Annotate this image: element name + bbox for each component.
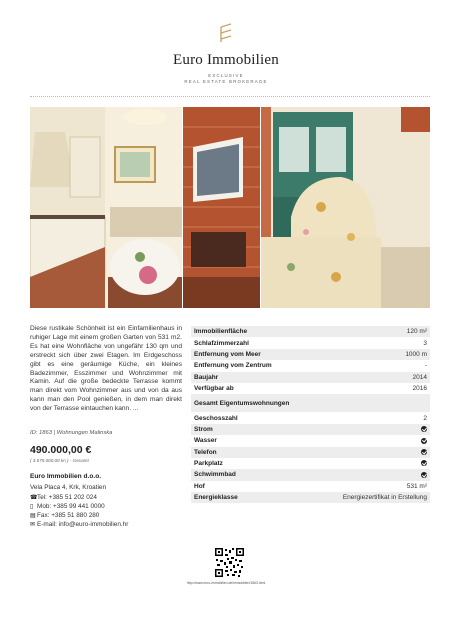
detail-row <box>191 447 430 458</box>
header-divider <box>30 96 430 97</box>
property-url[interactable]: http://www.euro-immobilien.de/immobilien/1863.html <box>186 581 266 585</box>
detail-row <box>191 383 430 394</box>
detail-value <box>311 424 430 435</box>
fax-text: Fax: +385 51 880 280 <box>37 512 100 519</box>
contact-fax[interactable] <box>30 512 99 519</box>
qr-code-icon[interactable] <box>215 548 244 577</box>
detail-label: Entfernung vom Zentrum <box>191 360 311 371</box>
detail-value <box>311 447 430 458</box>
envelope-icon: ✉ <box>30 522 36 528</box>
agency-name: Euro Immobilien d.o.o. <box>30 473 102 480</box>
detail-row <box>191 326 430 337</box>
detail-value: 120 m² <box>311 326 430 337</box>
detail-label: Baujahr <box>191 372 311 383</box>
armchair-cabinet-photo <box>261 107 430 308</box>
detail-row <box>191 469 430 480</box>
brand-tagline-1: EXCLUSIVE <box>208 73 244 78</box>
detail-row <box>191 337 430 348</box>
detail-label: Entfernung vom Meer <box>191 349 311 360</box>
detail-row <box>191 360 430 371</box>
detail-value <box>311 394 430 412</box>
detail-value: 531 m² <box>311 481 430 492</box>
property-reference: ID: 1863 | Wohnungen Malinska <box>30 430 113 436</box>
detail-value: - <box>311 360 430 371</box>
price-in-kuna: ( 3.675.000,00 kn ) - Gesamt <box>30 458 89 463</box>
detail-value <box>311 458 430 469</box>
detail-row <box>191 424 430 435</box>
contact-email[interactable] <box>30 521 128 528</box>
checkmark-icon <box>421 472 427 478</box>
detail-label: Hof <box>191 481 311 492</box>
checkmark-icon <box>421 449 427 455</box>
detail-value: 1000 m <box>311 349 430 360</box>
detail-value <box>311 435 430 446</box>
kitchen-photo <box>30 107 182 308</box>
detail-value: 2014 <box>311 372 430 383</box>
mobile-text: Mob: +385 99 441 0000 <box>37 503 105 510</box>
detail-row <box>191 492 430 503</box>
checkmark-icon <box>421 426 427 432</box>
detail-value: 3 <box>311 337 430 348</box>
email-text: E-mail: info@euro-immobilien.hr <box>37 521 129 528</box>
detail-label: Parkplatz <box>191 458 311 469</box>
property-details-table <box>191 326 430 503</box>
agency-address: Vela Placa 4, Krk, Kroatien <box>30 484 107 491</box>
phone-text: Tel: +385 51 202 024 <box>37 494 97 501</box>
detail-row <box>191 394 430 412</box>
detail-row <box>191 372 430 383</box>
detail-row <box>191 412 430 423</box>
detail-label: Geschosszahl <box>191 412 311 423</box>
mobile-icon: ▯ <box>30 504 34 510</box>
detail-label: Energieklasse <box>191 492 311 503</box>
detail-label: Gesamt Eigentumswohnungen <box>191 394 311 412</box>
detail-label: Schlafzimmerzahl <box>191 337 311 348</box>
brand-logo-icon <box>215 22 237 44</box>
checkmark-icon <box>421 460 427 466</box>
detail-row <box>191 458 430 469</box>
fireplace-wall-photo <box>183 107 260 308</box>
detail-label: Strom <box>191 424 311 435</box>
brand-tagline-2: REAL ESTATE BROKERAGE <box>184 79 268 84</box>
detail-value: 2 <box>311 412 430 423</box>
fax-icon: ▤ <box>30 513 36 519</box>
checkmark-icon <box>421 438 427 444</box>
detail-label: Immobilienfläche <box>191 326 311 337</box>
detail-value: Energiezertifikat in Erstellung <box>311 492 430 503</box>
detail-label: Schwimmbad <box>191 469 311 480</box>
detail-label: Verfügbar ab <box>191 383 311 394</box>
detail-value: 2016 <box>311 383 430 394</box>
detail-row <box>191 435 430 446</box>
detail-label: Wasser <box>191 435 311 446</box>
contact-mobile[interactable] <box>30 503 105 510</box>
detail-row <box>191 481 430 492</box>
phone-icon: ☎ <box>30 495 38 501</box>
property-price: 490.000,00 € <box>30 444 92 456</box>
brand-name: Euro Immobilien <box>173 52 279 68</box>
detail-value <box>311 469 430 480</box>
detail-label: Telefon <box>191 447 311 458</box>
contact-phone[interactable] <box>30 494 97 501</box>
detail-row <box>191 349 430 360</box>
property-description: Diese rustikale Schönheit ist ein Einfamilienhaus in ruhiger Lage mit einem großen Garten von 531 m2. Es hat eine Wohnfläche von ungefähr 130 qm und erstreckt sich über zwei Etagen. Im Erdgeschoss gibt es eine geräumige Küche, ein kleines Badezimmer, Esszimmer und Wohnzimmer mit Kamin. Auf die große bedeckte Terrasse kommt man direkt vom Wohnzimmer aus und von da aus kann man den Pool genießen, in dem man direkt von der Terrasse eintauchen kann. ... <box>30 325 182 413</box>
